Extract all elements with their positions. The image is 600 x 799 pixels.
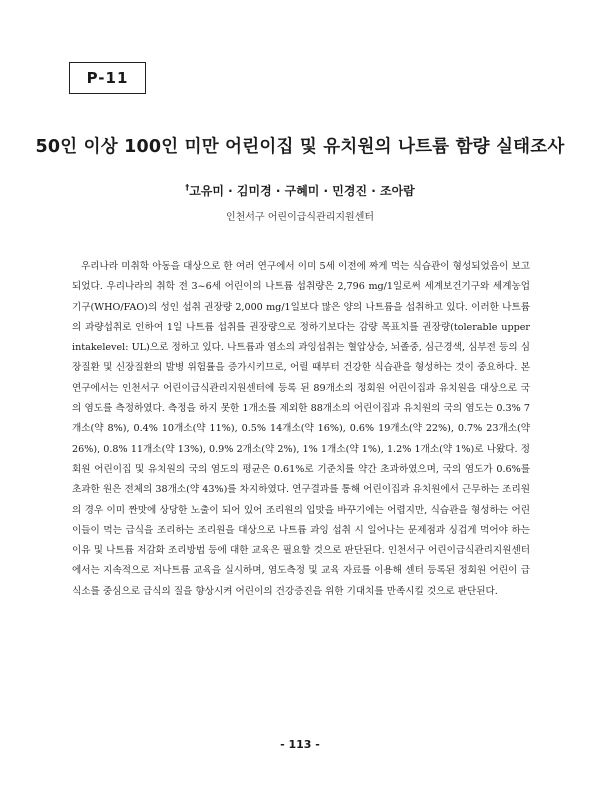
page-number: - 113 - xyxy=(280,738,320,751)
paper-title: 50인 이상 100인 미만 어린이집 및 유치원의 나트륨 함량 실태조사 xyxy=(35,137,565,157)
author-names: 고유미 · 김미경 · 구혜미 · 민경진 · 조아람 xyxy=(189,184,415,198)
corresponding-author-mark: † xyxy=(185,183,190,192)
poster-code: P-11 xyxy=(86,69,129,87)
poster-code-box xyxy=(69,62,146,94)
abstract-body: 우리나라 미취학 아동을 대상으로 한 여러 연구에서 이미 5세 이전에 짜게 먹는 식습관이 형성되었음이 보고되었다. 우리나라의 취학 전 3~6세 어린이의 나트륨 섭취량은 2,796 mg/1일로써 세계보건기구와 세계농업기구(WHO/FAO)의 성인 섭취 권장량 2,000 mg/1일보다 많은 양의 나트륨을 섭취하고 있다. 이러한 나트륨의 과량섭취로 인하여 1일 나트륨 섭취를 권장량으로 정하기보다는 감량 목표치를 권장량(tolerable upper intakelevel: UL)으로 정하고 있다. 나트륨과 염소의 과잉섭취는 혈압상승, 뇌졸중, 심근경색, 심부전 등의 심장질환 및 신장질환의 발병 위험률을 증가시키므로, 어릴 때부터 건강한 식습관을 형성하는 것이 중요하다. 본 연구에서는 인천서구 어린이급식관리지원센터에 등록 된 89개소의 정회원 어린이집과 유치원을 대상으로 국의 염도를 측정하였다. 측정을 하지 못한 1개소를 제외한 88개소의 어린이집과 유치원의 국의 염도는 0.3% 7개소(약 8%), 0.4% 10개소(약 11%), 0.5% 14개소(약 16%), 0.6% 19개소(약 22%), 0.7% 23개소(약 26%), 0.8% 11개소(약 13%), 0.9% 2개소(약 2%), 1% 1개소(약 1%), 1.2% 1개소(약 1%)로 나왔다. 정회원 어린이집 및 유치원의 국의 염도의 평균은 0.61%로 기준치를 약간 초과하였으며, 국의 염도가 0.6%를 초과한 원은 전체의 38개소(약 43%)를 차지하였다. 연구결과를 통해 어린이집과 유치원에서 근무하는 조리원의 경우 이미 짠맛에 상당한 노출이 되어 있어 조리원의 입맛을 바꾸기에는 어렵지만, 식습관을 형성하는 어린이들이 먹는 급식을 조리하는 조리원을 대상으로 나트륨 과잉 섭취 시 일어나는 문제점과 싱겁게 먹어야 하는 이유 및 나트륨 저감화 조리방법 등에 대한 교육은 필요할 것으로 판단된다. 인천서구 어린이급식관리지원센터에서는 지속적으로 저나트륨 교육을 실시하며, 염도측정 및 교육 자료를 이용해 센터 등록된 정회원 어린이 급식소를 중심으로 급식의 질을 향상시켜 어린이의 건강증진을 위한 기대치를 만족시킬 것으로 판단된다. xyxy=(72,261,530,597)
affiliation: 인천서구 어린이급식관리지원센터 xyxy=(225,212,375,223)
author-line xyxy=(0,182,600,199)
